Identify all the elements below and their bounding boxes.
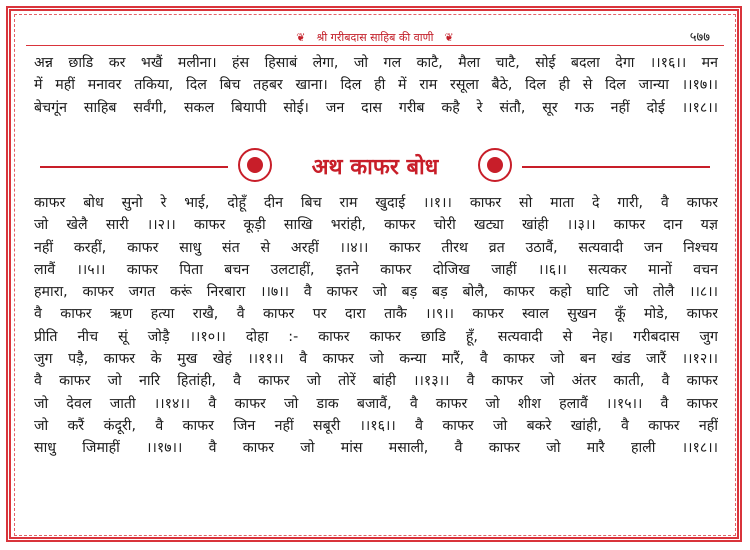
top-verse-block [34, 52, 718, 119]
verse-line: वै काफर ऋण हत्या राखै, वै काफर पर दारा ताकै ।।९।। काफर स्वाल सुखन कूँ मोडे, काफर [34, 306, 718, 323]
section-heading [0, 146, 750, 186]
header-divider [26, 45, 724, 46]
header-title: श्री गरीबदास साहिब की वाणी [316, 31, 434, 44]
verse-line: वै काफर जो नारि हितांही, वै काफर जो तोरें बांही ।।१३।। वै काफर जो अंतर काती, वै काफर [34, 373, 718, 390]
verse-line: नहीं करहीं, काफर साधु संत से अरहीं ।।४।। काफर तीरथ व्रत उठावैं, सत्यवादी जन निश्चय [34, 239, 718, 256]
heading-rule-left [40, 166, 228, 168]
verse-line: हमारा, काफर जगत करूं निरबारा ।।७।। वै काफर जो बड़ बड़ बोलै, काफर कहो घाटि जो तोलै ।।८।। [34, 284, 718, 301]
verse-line: लावैं ।।५।। काफर पिता बचन उलटाहीं, इतने काफर दोजिख जाहीं ।।६।। सत्यकर मानों वचन [34, 261, 718, 278]
heading-title: अथ काफर बोध [311, 155, 439, 180]
flourish-left-icon: ❦ [296, 31, 306, 44]
heading-rule-right [522, 166, 710, 168]
emblem-right-icon [478, 148, 512, 182]
verse-line: जुग पड़ै, काफर के मुख खेहं ।।११।। वै काफर जो कन्या मारैं, वै काफर जो बन खंड जारैं ।।१२।। [34, 351, 718, 368]
verse-line: अन्न छाडि कर भखैं मलीना। हंस हिसाबं लेगा, जो गल काटै, मैला चाटै, सोई बदला देगा ।।१६।। मन [34, 55, 718, 71]
page-header [0, 26, 750, 42]
verse-line: में महीं मनावर तकिया, दिल बिच तहबर खाना। दिल ही में राम रसूला बैठे, दिल ही से दिल जान्या ।।१७।। [34, 77, 718, 94]
verse-line: जो करैं कंदूरी, वै काफर जिन नहीं सबूरी ।।१६।। वै काफर जो बकरे खांही, वै काफर नहीं [34, 417, 718, 434]
verse-line: साधु जिमाहीं ।।१७।। वै काफर जो मांस मसाली, वै काफर जो मारै हाली ।।१८।। [34, 440, 718, 457]
verse-line: जो देवल जाती ।।१४।। वै काफर जो डाक बजावैं, वै काफर जो शीश हलावैं ।।१५।। वै काफर [34, 395, 718, 412]
page-number: ५७७ [689, 30, 710, 45]
emblem-left-icon [238, 148, 272, 182]
verse-line: जो खेलै सारी ।।२।। काफर कूड़ी साखि भरांही, काफर चोरी खट्या खांही ।।३।। काफर दान यज्ञ [34, 217, 718, 234]
verse-line: काफर बोध सुनो रे भाई, दोहूँ दीन बिच राम खुदाई ।।१।। काफर सो माता दे गारी, वै काफर [34, 195, 718, 211]
verse-line: बेचगूंन साहिब सर्वंगी, सकल बियापी सोई। जन दास गरीब कहै रे संतौ, सूर गऊ नहीं दोई ।।१८।। [34, 99, 718, 116]
verse-line: प्रीति नीच सूं जोड़ै ।।१०।। दोहा :- काफर काफर छाडि हूँ, सत्यवादी से नेह। गरीबदास जुग [34, 328, 718, 345]
flourish-right-icon: ❦ [444, 31, 454, 44]
body-verse-block [34, 192, 718, 460]
